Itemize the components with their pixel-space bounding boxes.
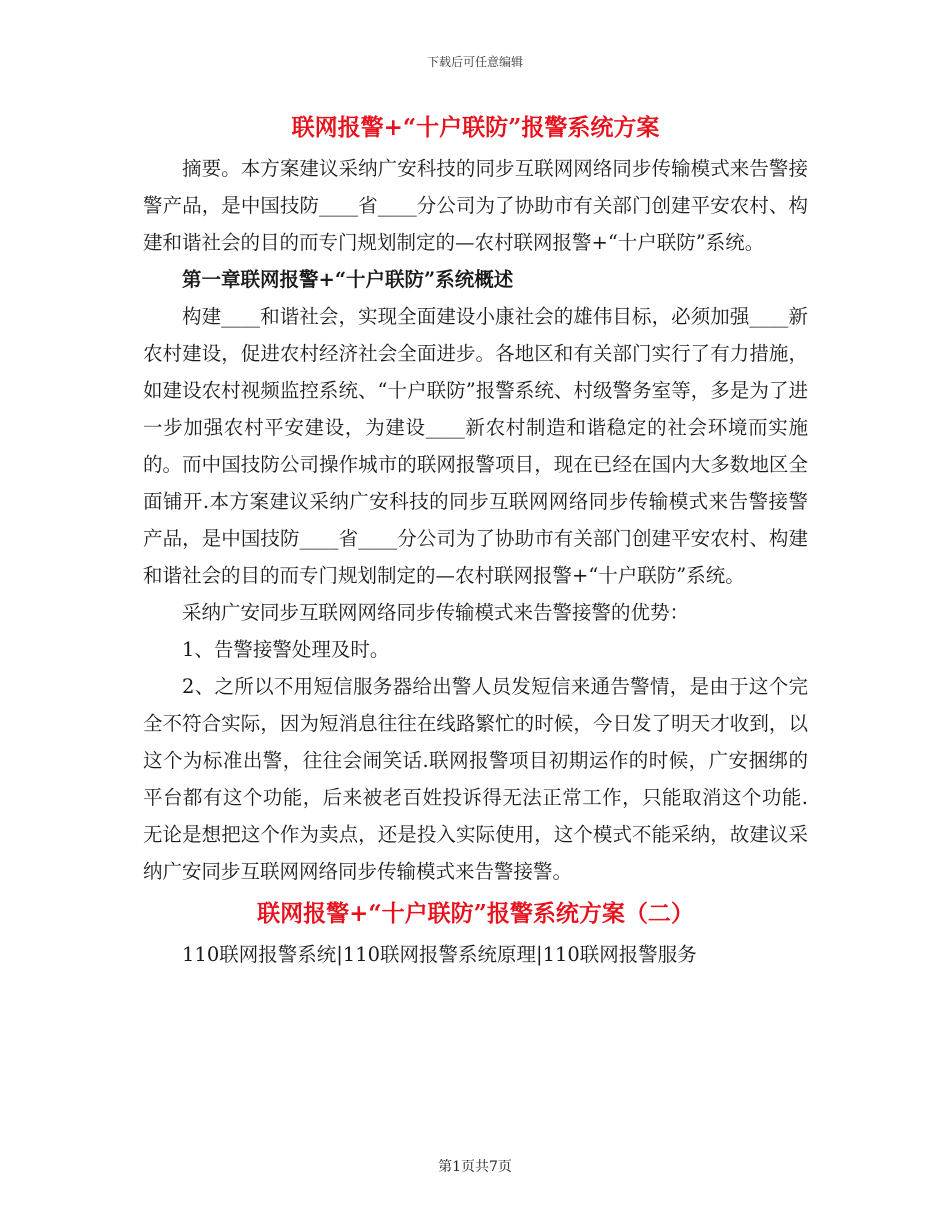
related-links: 110联网报警系统|110联网报警系统原理|110联网报警服务 xyxy=(182,943,697,966)
header-note: 下载后可任意编辑 xyxy=(426,55,523,69)
document-body xyxy=(143,108,808,973)
chapter-heading: 第一章联网报警+“十户联防”系统概述 xyxy=(182,268,514,291)
page-number: 第1页共7页 xyxy=(438,1159,512,1175)
section-title-2: 联网报警+“十户联防”报警系统方案（二） xyxy=(257,900,694,927)
chapter-paragraph: 构建____和谐社会，实现全面建设小康社会的雄伟目标，必须加强____新农村建设，促进农村经济社会全面进步。各地区和有关部门实行了有力措施，如建设农村视频监控系统、“十户联防”报警系统、村级警务室等，多是为了进一步加强农村平安建设，为建设____新农村制造和谐稳定的社会环境而实施的。而中国技防公司操作城市的联网报警项目，现在已经在国内大多数地区全面铺开.本方案建议采纳广安科技的同步互联网网络同步传输模式来告警接警产品，是中国技防____省____分公司为了协助市有关部门创建平安农村、构建和谐社会的目的而专门规划制定的—农村联网报警+“十户联防”系统。 xyxy=(143,305,808,587)
advantages-intro: 采纳广安同步互联网网络同步传输模式来告警接警的优势： xyxy=(182,601,690,624)
abstract-paragraph: 摘要。本方案建议采纳广安科技的同步互联网网络同步传输模式来告警接警产品，是中国技防____省____分公司为了协助市有关部门创建平安农村、构建和谐社会的目的而专门规划制定的—农村联网报警+“十户联防”系统。 xyxy=(143,157,808,254)
advantage-item-1: 1、告警接警处理及时。 xyxy=(182,638,390,661)
document-title: 联网报警+“十户联防”报警系统方案 xyxy=(291,114,660,141)
advantage-item-2: 2、之所以不用短信服务器给出警人员发短信来通告警情，是由于这个完全不符合实际，因为短消息往往在线路繁忙的时候，今日发了明天才收到，以这个为标准出警，往往会闹笑话.联网报警项目初期运作的时候，广安捆绑的平台都有这个功能，后来被老百姓投诉得无法正常工作，只能取消这个功能.无论是想把这个作为卖点，还是投入实际使用，这个模式不能采纳，故建议采纳广安同步互联网网络同步传输模式来告警接警。 xyxy=(143,675,808,883)
